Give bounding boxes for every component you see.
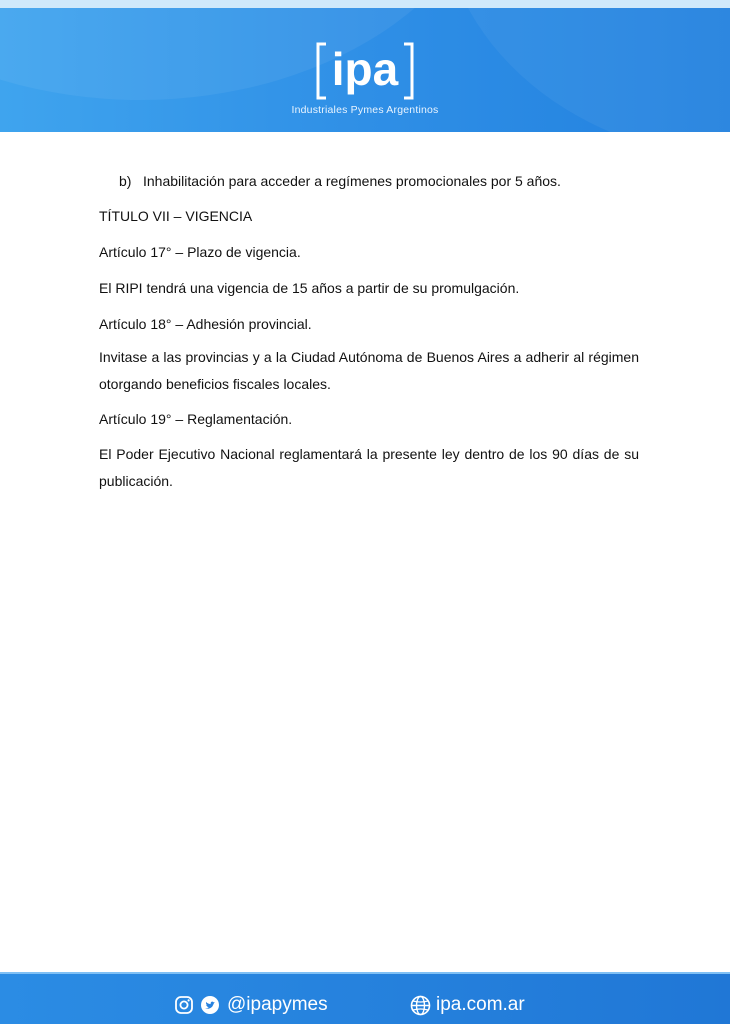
logo-text: ipa [331,43,399,95]
list-item-text: Inhabilitación para acceder a regímenes promocionales por 5 años. [143,173,561,189]
page-header [0,0,730,132]
article-18-text: Invitase a las provincias y a la Ciudad Autónoma de Buenos Aires a adherir al régimen otorgando beneficios fiscales locales. [99,349,639,392]
list-item-b [119,168,639,195]
social-handle-text: @ipapymes [227,994,328,1015]
website-text: ipa.com.ar [436,994,525,1015]
article-17-text: El RIPI tendrá una vigencia de 15 años a partir de su promulgación. [99,280,520,296]
list-marker: b) [119,173,132,189]
header-tagline: Industriales Pymes Argentinos [291,104,439,116]
social-handle[interactable] [174,993,328,1017]
article-17-heading: Artículo 17° – Plazo de vigencia. [99,244,301,260]
globe-icon [410,995,431,1016]
article-19-heading: Artículo 19° – Reglamentación. [99,411,293,427]
website-link[interactable] [410,993,525,1017]
ipa-logo [310,38,420,104]
header-highlight [0,0,730,8]
instagram-icon [174,995,194,1015]
article-19-text: El Poder Ejecutivo Nacional reglamentará la presente ley dentro de los 90 días de su publicación. [99,446,639,489]
header-decoration [0,0,500,100]
footer-highlight [0,972,730,974]
section-title: TÍTULO VII – VIGENCIA [99,208,253,224]
article-18-heading: Artículo 18° – Adhesión provincial. [99,316,312,332]
page-footer [0,972,730,1024]
twitter-icon [200,995,220,1015]
